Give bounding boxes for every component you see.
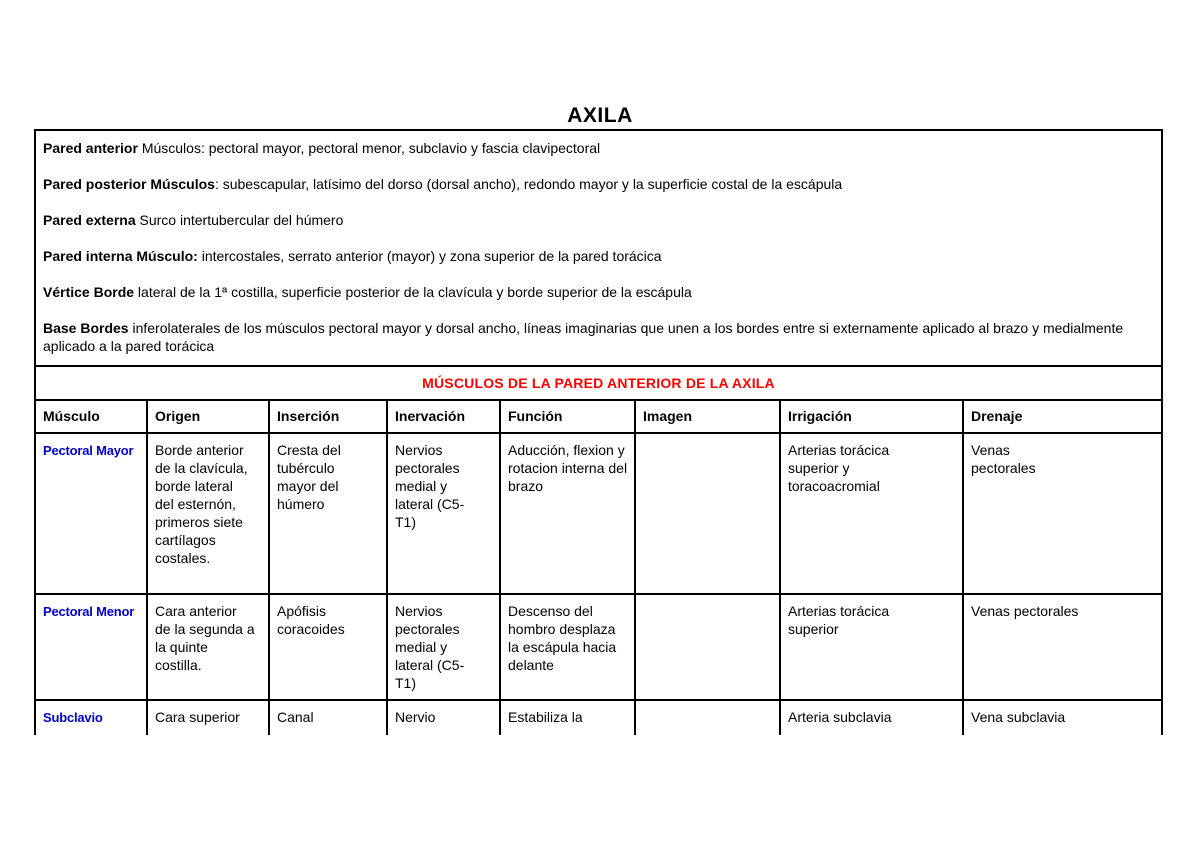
image-cell [635, 594, 780, 700]
wall-text: Músculos: pectoral mayor, pectoral menor, subclavio y fascia clavipectoral [137, 140, 601, 156]
innervation-cell [387, 700, 500, 735]
wall-label: Pared posterior Músculos [43, 176, 215, 192]
function-text: Aducción, flexion y rotacion interna del brazo [508, 442, 628, 494]
wall-label: Pared interna Músculo: [43, 248, 198, 264]
wall-label: Pared externa [43, 212, 136, 228]
wall-anterior [43, 139, 1153, 157]
column-header: Drenaje [963, 400, 1162, 433]
wall-label: Pared anterior [43, 140, 138, 156]
wall-externa [43, 211, 1153, 229]
innervation-text: Nervio [395, 709, 436, 725]
wall-label: Base Bordes [43, 320, 129, 336]
axila-table [34, 129, 1163, 735]
irrigation-cell [780, 433, 963, 594]
wall-label: Vértice Borde [43, 284, 135, 300]
section-heading: MÚSCULOS DE LA PARED ANTERIOR DE LA AXILA [35, 366, 1162, 400]
function-cell [500, 700, 635, 735]
walls-cell [35, 130, 1162, 366]
insertion-text: Apófisis coracoides [277, 603, 345, 637]
function-cell [500, 433, 635, 594]
irrigation-cell [780, 594, 963, 700]
irrigation-text: Arterias torácica superior [788, 603, 890, 637]
table-row [35, 700, 1162, 735]
origin-text: Cara superior [155, 709, 240, 725]
irrigation-text: Arteria subclavia [788, 709, 892, 725]
innervation-cell [387, 594, 500, 700]
page-title: AXILA [567, 104, 633, 127]
wall-vertice [43, 283, 1153, 301]
column-header: Imagen [635, 400, 780, 433]
drainage-text: Venas pectorales [971, 603, 1079, 619]
wall-text: Surco intertubercular del húmero [135, 212, 344, 228]
column-header: Inserción [269, 400, 387, 433]
muscle-name: Subclavio [43, 710, 103, 725]
wall-interna [43, 247, 1153, 265]
wall-text: lateral de la 1ª costilla, superficie posterior de la clavícula y borde superior de la escápula [134, 284, 692, 300]
drainage-cell [963, 594, 1162, 700]
wall-base [43, 319, 1153, 355]
origin-text: Borde anterior de la clavícula, borde lateral del esternón, primeros siete cartílagos costales. [155, 442, 248, 566]
insertion-text: Cresta del tubérculo mayor del húmero [277, 442, 341, 512]
insertion-text: Canal [277, 709, 314, 725]
table-row [35, 594, 1162, 700]
drainage-text: Vena subclavia [971, 709, 1066, 725]
walls-row [35, 130, 1162, 366]
insertion-cell [269, 700, 387, 735]
column-header: Origen [147, 400, 269, 433]
innervation-text: Nervios pectorales medial y lateral (C5-T1) [395, 442, 465, 530]
section-heading-row [35, 366, 1162, 400]
muscle-cell [35, 700, 147, 735]
origin-cell [147, 594, 269, 700]
image-cell [635, 700, 780, 735]
innervation-text: Nervios pectorales medial y lateral (C5-T1) [395, 603, 465, 691]
column-header: Irrigación [780, 400, 963, 433]
muscle-name: Pectoral Mayor [43, 443, 134, 458]
wall-posterior [43, 175, 1153, 193]
muscle-cell [35, 594, 147, 700]
wall-text: intercostales, serrato anterior (mayor) y zona superior de la pared torácica [197, 248, 662, 264]
drainage-cell [963, 700, 1162, 735]
image-cell [635, 433, 780, 594]
column-header-row [35, 400, 1162, 433]
origin-text: Cara anterior de la segunda a la quinte costilla. [155, 603, 255, 673]
irrigation-text: Arterias torácica superior y toracoacromial [788, 442, 890, 494]
wall-text: inferolaterales de los músculos pectoral mayor y dorsal ancho, líneas imaginarias que unen a los bordes entre si externamente aplicado al brazo y medialmente aplicado a la pared torácica [43, 320, 1124, 354]
muscle-name: Pectoral Menor [43, 604, 135, 619]
insertion-cell [269, 594, 387, 700]
drainage-text: Venas pectorales [971, 442, 1036, 476]
column-header: Función [500, 400, 635, 433]
drainage-cell [963, 433, 1162, 594]
muscle-cell [35, 433, 147, 594]
origin-cell [147, 433, 269, 594]
innervation-cell [387, 433, 500, 594]
function-cell [500, 594, 635, 700]
irrigation-cell [780, 700, 963, 735]
wall-text: : subescapular, latísimo del dorso (dorsal ancho), redondo mayor y la superficie costal de la escápula [214, 176, 843, 192]
insertion-cell [269, 433, 387, 594]
origin-cell [147, 700, 269, 735]
function-text: Estabiliza la [508, 709, 583, 725]
table-row [35, 433, 1162, 594]
column-header: Inervación [387, 400, 500, 433]
function-text: Descenso del hombro desplaza la escápula hacia delante [508, 603, 617, 673]
column-header: Músculo [35, 400, 147, 433]
